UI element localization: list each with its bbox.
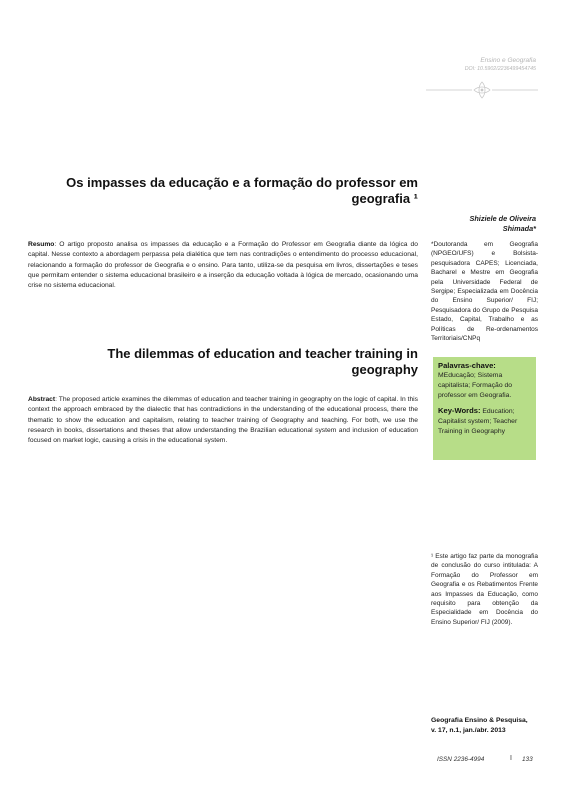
palavras-chave-label: Palavras-chave: xyxy=(438,361,496,370)
keywords-box xyxy=(433,357,536,460)
author-name-line2: Shimada* xyxy=(502,223,536,233)
keywords-label: Key-Words: xyxy=(438,406,481,415)
footnote: ¹ Este artigo faz parte da monografia de conclusão do curso intitulada: A Formação do Professor em Geografia e os Rebatimentos Frente aos Impasses da Educação, como requisito para obtenção da Especialidade em Docência do Ensino Superior/ FIJ (2009). xyxy=(431,553,538,626)
issn-text: ISSN 2236-4994 xyxy=(437,756,485,763)
ornament-divider xyxy=(426,79,538,101)
article-title-en: The dilemmas of education and teacher training in geography xyxy=(107,346,418,377)
abstract-paragraph xyxy=(28,395,418,446)
author-affiliation: *Doutoranda em Geografia (NPGEO/UFS) e Bolsista-pesquisadora CAPES; Licenciada, Bacharel e Mestre em Geografia pela Universidade Federal de Sergipe; Especializada em Docência do Ensino Superior/ FIJ; Pesquisadora do Grupo de Pesquisa Estado, Capital, Trabalho e as Políticas de Re-ordenamentos Territoriais/CNPq xyxy=(431,241,538,343)
abstract-label: Abstract xyxy=(28,396,56,403)
abstract-text: : The proposed article examines the dilemmas of education and teacher training in geography on the logic of capital. In this context the approach embraced by the dialectic that has contradictions in the understanding of the educational process, there the thematic to show the education and capitalism, relating to teacher training of Geography and teaching. For both, we use the research in books, dissertations and theses that allow understanding the Brazilian educational system and inclusion of education focused on market logic, causing a crisis in the educational system. xyxy=(28,396,418,445)
journal-header: Ensino e Geografia xyxy=(480,57,536,64)
author-name xyxy=(469,214,536,233)
journal-footer xyxy=(431,716,541,736)
author-name-line1: Shiziele de Oliveira xyxy=(469,214,536,223)
resumo-label: Resumo xyxy=(28,241,55,248)
article-title-pt: Os impasses da educação e a formação do professor em geografia ¹ xyxy=(66,175,418,206)
journal-footer-name: Geografia Ensino & Pesquisa, xyxy=(431,717,528,724)
journal-footer-volume: v. 17, n.1, jan./abr. 2013 xyxy=(431,727,506,735)
keywords-paragraph xyxy=(438,406,531,437)
doi-header: DOI: 10.5902/2236499454745 xyxy=(464,66,536,72)
footer-separator: I xyxy=(510,755,512,762)
page-number: 133 xyxy=(522,756,533,763)
resumo-paragraph xyxy=(28,240,418,291)
keywords-text: Education; Capitalist system; Teacher Training in Geography xyxy=(438,408,518,435)
palavras-chave-text: MEducação; Sistema capitalista; Formação do professor em Geografia. xyxy=(438,372,513,399)
resumo-text: : O artigo proposto analisa os impasses da educação e a Formação do Professor em Geografia diante da lógica do capital. Nesse contexto a abordagem perpassa pela dialética que tem nas contradições o entendimento do processo educacional, relacionando a formação do professor de Geografia e o ensino. Para tanto, utiliza-se da pesquisa em livros, dissertações e teses que permitam entender o sistema educacional brasileiro e a inserção da educação voltada à lógica de mercado, ocasionando uma crise no sistema educacional. xyxy=(28,241,418,290)
